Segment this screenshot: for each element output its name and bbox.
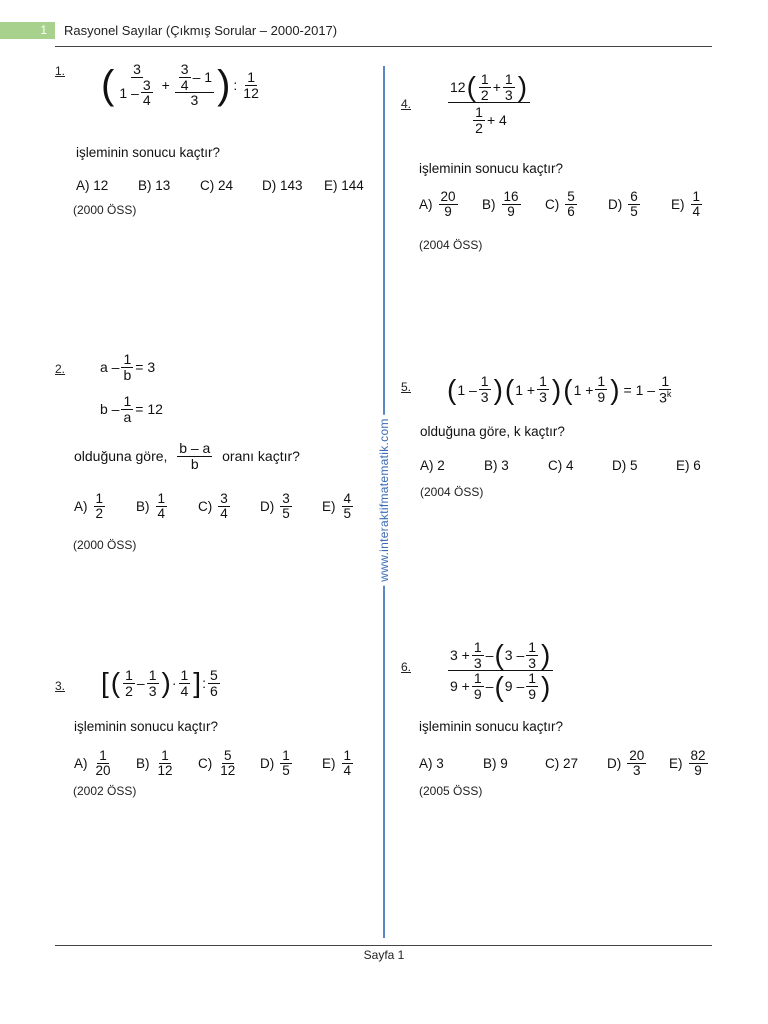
- question-2-prompt: olduğuna göre, $\frac{b - a}{b}$ oranı kaçtır?: [74, 440, 300, 472]
- option-e[interactable]: E) $\frac{1}{4}$: [671, 189, 701, 220]
- question-3-options: [74, 749, 355, 778]
- question-1-expression: ( 3 1 – $\frac{3}{4}$ + $\frac{3}{4}$ – 1 3 ) : $\frac{1}{12}$: [101, 61, 259, 109]
- paren-close: ): [217, 63, 231, 108]
- question-3-prompt: işleminin sonucu kaçtır?: [74, 719, 219, 734]
- question-4-number: 4.: [401, 97, 412, 111]
- header-rule: [55, 46, 712, 47]
- option-b[interactable]: B) $\frac{1}{4}$: [136, 491, 166, 522]
- question-4-prompt: işleminin sonucu kaçtır?: [419, 161, 564, 176]
- option-a[interactable]: A) 12: [76, 178, 109, 193]
- question-6-number: 6.: [401, 660, 412, 674]
- question-1-number: 1.: [55, 64, 66, 78]
- option-d[interactable]: D) $\frac{1}{5}$: [260, 748, 290, 779]
- question-4-options: [419, 190, 704, 219]
- option-d[interactable]: D) 143: [262, 178, 303, 193]
- option-c[interactable]: C) 4: [548, 458, 574, 473]
- option-e[interactable]: E) 144: [324, 178, 364, 193]
- option-a[interactable]: A) $\frac{20}{9}$: [419, 189, 456, 220]
- option-d[interactable]: D) $\frac{6}{5}$: [608, 189, 638, 220]
- question-6-prompt: işleminin sonucu kaçtır?: [419, 719, 564, 734]
- question-3-source: (2002 ÖSS): [73, 784, 137, 798]
- option-e[interactable]: E) $\frac{4}{5}$: [322, 491, 352, 522]
- paren-open: (: [101, 63, 115, 108]
- question-5-source: (2004 ÖSS): [420, 485, 484, 499]
- question-2-options: [74, 492, 355, 521]
- question-5-expression: ( 1 – $\frac{1}{3}$ ) ( 1 + $\frac{1}{3}$ ) ( 1 + $\frac{1}{9}$ ) = 1 – $\frac{1}{3^k}$: [447, 373, 672, 406]
- question-3-expression: [ ( $\frac{1}{2}$ – $\frac{1}{3}$ ) · $\frac{1}{4}$ ] : $\frac{5}{6}$: [101, 667, 218, 699]
- option-a[interactable]: A) $\frac{1}{2}$: [74, 491, 104, 522]
- option-e[interactable]: E) $\frac{1}{4}$: [322, 748, 352, 779]
- question-3-number: 3.: [55, 679, 66, 693]
- question-4-source: (2004 ÖSS): [419, 238, 483, 252]
- option-b[interactable]: B) 13: [138, 178, 171, 193]
- question-5-number: 5.: [401, 380, 412, 394]
- footer-rule: [55, 945, 712, 946]
- option-d[interactable]: D) $\frac{3}{5}$: [260, 491, 290, 522]
- footer-page-label: Sayfa 1: [363, 948, 405, 962]
- option-a[interactable]: A) 2: [420, 458, 445, 473]
- page-number-badge: 1: [0, 22, 55, 39]
- option-b[interactable]: B) 9: [483, 756, 508, 772]
- option-b[interactable]: B) 3: [484, 458, 509, 473]
- q1-frac-second: $\frac{3}{4}$ – 1 3: [175, 62, 214, 108]
- option-b[interactable]: B) $\frac{16}{9}$: [482, 189, 519, 220]
- option-c[interactable]: C) $\frac{3}{4}$: [198, 491, 228, 522]
- question-1-options: [76, 178, 364, 193]
- q1-frac-main: 3 1 – $\frac{3}{4}$: [119, 61, 151, 109]
- question-5-options: [420, 458, 701, 473]
- option-d[interactable]: D) 5: [612, 458, 638, 473]
- option-a[interactable]: A) $\frac{1}{20}$: [74, 748, 111, 779]
- question-6-expression: 3 + $\frac{1}{3}$ – ( 3 – $\frac{1}{3}$ ) 9 + $\frac{1}{9}$ – ( 9 – $\frac{1}{9}$ ): [446, 640, 555, 702]
- question-1-source: (2000 ÖSS): [73, 203, 137, 217]
- question-2-source: (2000 ÖSS): [73, 538, 137, 552]
- option-b[interactable]: B) $\frac{1}{12}$: [136, 748, 173, 779]
- option-c[interactable]: C) 24: [200, 178, 234, 193]
- option-c[interactable]: C) $\frac{5}{6}$: [545, 189, 575, 220]
- question-2-equation-1: a – $\frac{1}{b}$ = 3: [100, 351, 156, 383]
- question-1-prompt: işleminin sonucu kaçtır?: [76, 145, 221, 160]
- document-title: Rasyonel Sayılar (Çıkmış Sorular – 2000-2017): [64, 23, 338, 38]
- option-c[interactable]: C) 27: [545, 756, 579, 772]
- option-e[interactable]: E) $\frac{82}{9}$: [669, 748, 706, 779]
- question-2-equation-2: b – $\frac{1}{a}$ = 12: [100, 393, 163, 425]
- option-c[interactable]: C) $\frac{5}{12}$: [198, 748, 236, 779]
- option-e[interactable]: E) 6: [676, 458, 701, 473]
- watermark-text: www.interaktifmatematik.com: [377, 414, 391, 585]
- option-a[interactable]: A) 3: [419, 756, 444, 772]
- question-4-expression: 12 ( $\frac{1}{2}$ + $\frac{1}{3}$ ) $\frac{1}{2}$ + 4: [446, 72, 532, 136]
- question-5-prompt: olduğuna göre, k kaçtır?: [420, 424, 565, 439]
- question-6-options: [419, 749, 710, 778]
- option-d[interactable]: D) $\frac{20}{3}$: [607, 748, 645, 779]
- question-6-source: (2005 ÖSS): [419, 784, 483, 798]
- question-2-number: 2.: [55, 362, 66, 376]
